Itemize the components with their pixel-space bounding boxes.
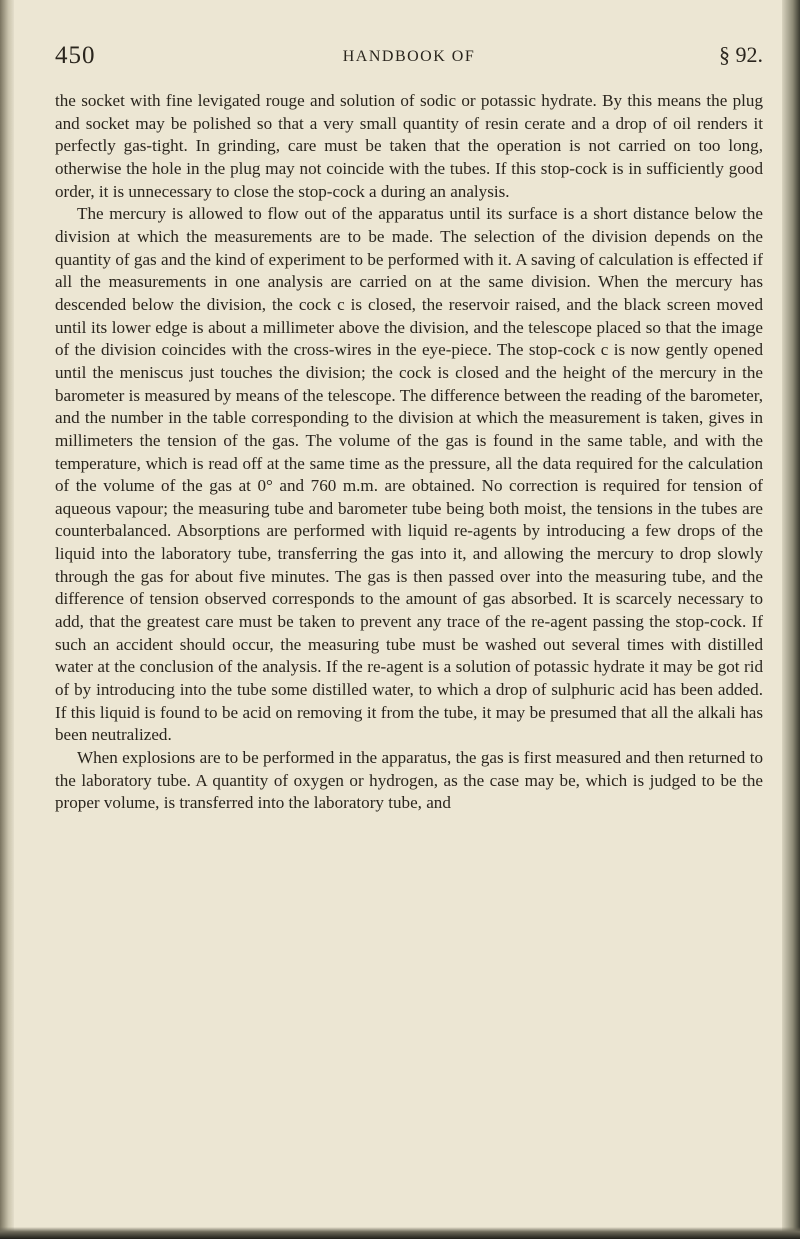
scan-edge-right <box>782 0 800 1239</box>
paragraph: the socket with fine levigated rouge and solution of sodic or potassic hydrate. By this means the plug and socket may be polished so that a very small quantity of resin cerate and a drop of oil renders it perfectly gas-tight. In grinding, care must be taken that the operation is not carried on too long, otherwise the hole in the plug may not coincide with the tubes. If this stop-cock is in sufficiently good order, it is unnecessary to close the stop-cock a during an analysis. <box>55 91 763 201</box>
section-number: § 92. <box>719 42 763 67</box>
paragraph: When explosions are to be performed in the apparatus, the gas is first measured and then returned to the laboratory tube. A quantity of oxygen or hydrogen, as the case may be, which is judged to be the proper volume, is transferred into the laboratory tube, and <box>55 748 763 813</box>
body-text <box>55 90 763 815</box>
running-title: HANDBOOK OF <box>342 48 476 65</box>
page-number: 450 <box>55 42 96 69</box>
scan-edge-bottom <box>0 1227 800 1239</box>
scan-edge-left <box>0 0 14 1239</box>
running-head <box>55 42 763 90</box>
paragraph: The mercury is allowed to flow out of the apparatus until its surface is a short distance below the division at which the measurements are to be made. The selection of the division depends on the quantity of gas and the kind of experiment to be performed with it. A saving of calculation is effected if all the measurements in one analysis are carried on at the same division. When the mercury has descended below the division, the cock c is closed, the reservoir raised, and the black screen moved until its lower edge is about a millimeter above the division, and the telescope placed so that the image of the division coincides with the cross-wires in the eye-piece. The stop-cock c is now gently opened until the meniscus just touches the division; the cock is closed and the height of the mercury in the barometer is measured by means of the telescope. The difference between the reading of the barometer, and the number in the table corresponding to the division at which the measurement is taken, gives in millimeters the tension of the gas. The volume of the gas is found in the same table, and with the temperature, which is read off at the same time as the pressure, all the data required for the calculation of the volume of the gas at 0° and 760 m.m. are obtained. No correction is required for tension of aqueous vapour; the measuring tube and barometer tube being both moist, the tensions in the tubes are counterbalanced. Absorptions are performed with liquid re-agents by introducing a few drops of the liquid into the laboratory tube, transferring the gas into it, and allowing the mercury to drop slowly through the gas for about five minutes. The gas is then passed over into the measuring tube, and the difference of tension observed corresponds to the amount of gas absorbed. It is scarcely necessary to add, that the greatest care must be taken to prevent any trace of the re-agent passing the stop-cock. If such an accident should occur, the measuring tube must be washed out several times with distilled water at the conclusion of the analysis. If the re-agent is a solution of potassic hydrate it may be got rid of by introducing into the tube some distilled water, to which a drop of sulphuric acid has been added. If this liquid is found to be acid on removing it from the tube, it may be presumed that all the alkali has been neutralized. <box>55 204 763 745</box>
book-page <box>55 42 763 815</box>
